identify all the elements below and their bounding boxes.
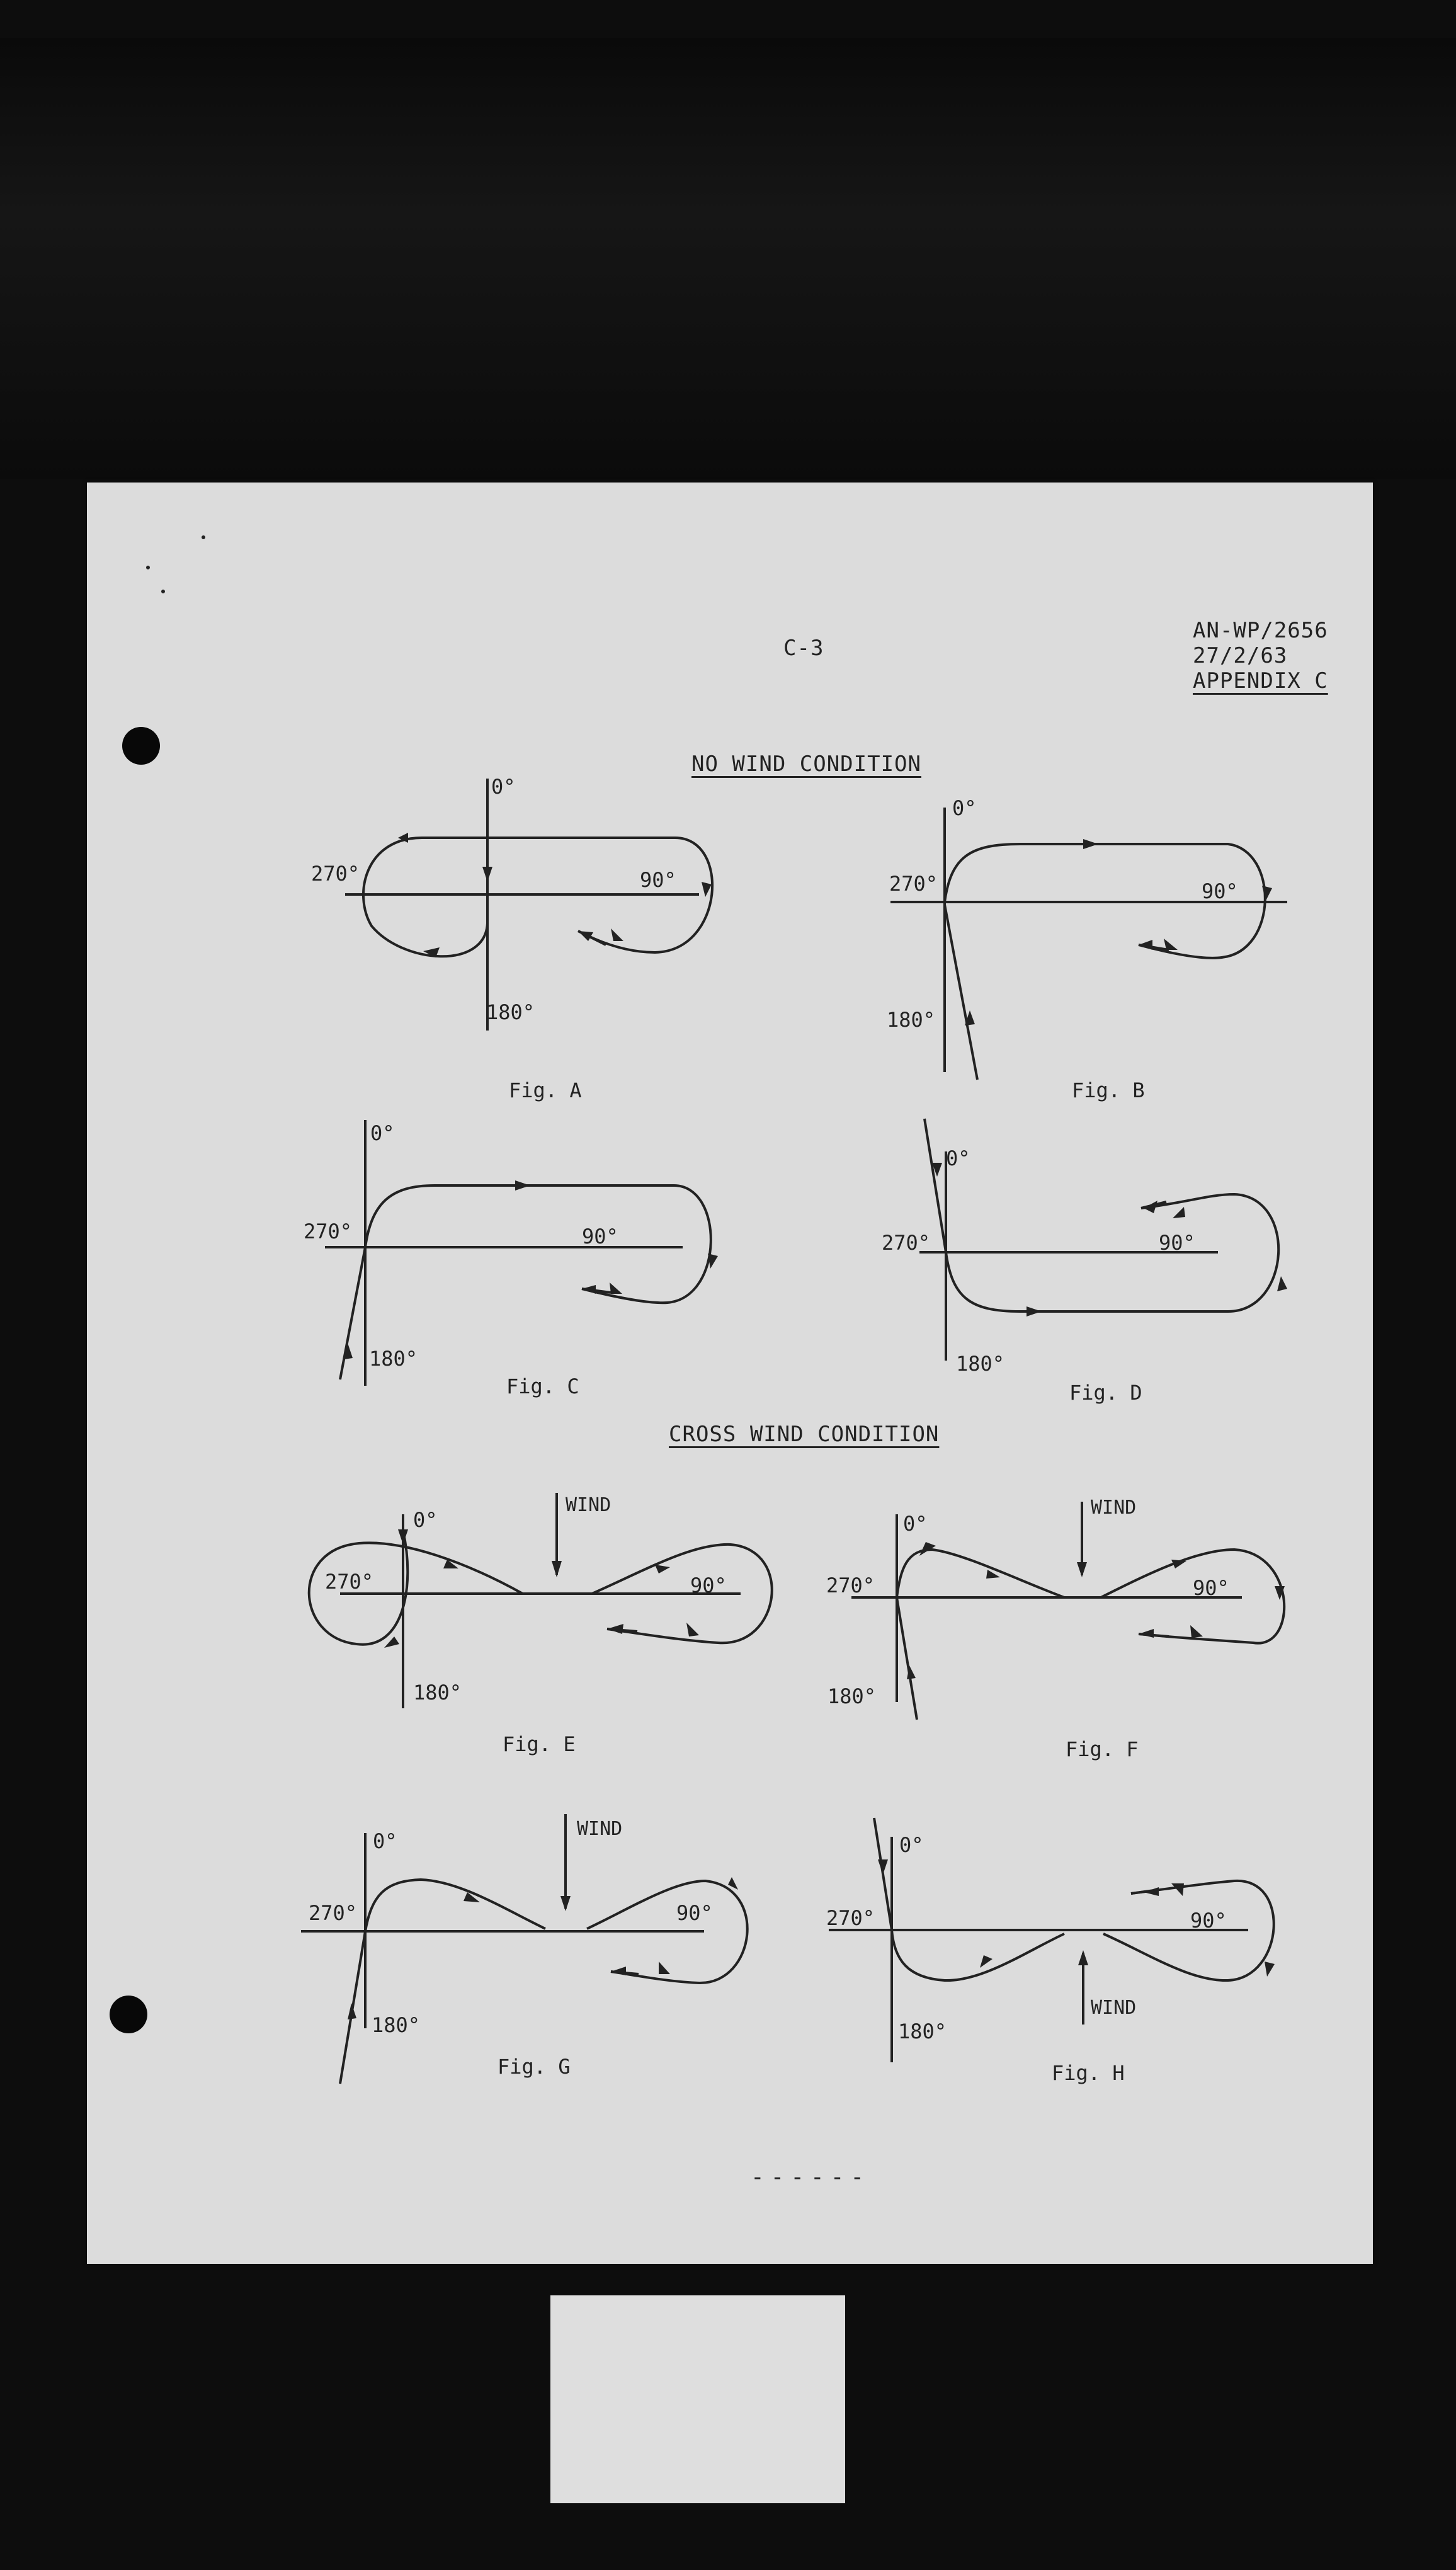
figure-f-wind-label: WIND: [1091, 1497, 1137, 1519]
document-date: 27/2/63: [1193, 643, 1288, 668]
cross-wind-heading: CROSS WIND CONDITION: [669, 1422, 940, 1447]
figure-c-east-label: 90°: [582, 1225, 618, 1248]
figure-d-south-label: 180°: [956, 1352, 1005, 1376]
blank-card: [550, 2295, 845, 2503]
figure-f-south-label: 180°: [828, 1684, 877, 1708]
page-end-marker: ------: [751, 2164, 871, 2190]
figure-d-caption: Fig. D: [1069, 1381, 1142, 1405]
figure-e-north-label: 0°: [413, 1508, 438, 1532]
figure-g-south-label: 180°: [372, 2013, 421, 2037]
figure-c-caption: Fig. C: [506, 1374, 579, 1398]
figure-a-west-label: 270°: [311, 862, 360, 886]
figure-e-south-label: 180°: [413, 1681, 462, 1705]
figure-e-wind-label: WIND: [566, 1494, 611, 1516]
figure-a-south-label: 180°: [486, 1000, 535, 1024]
figure-g-west-label: 270°: [309, 1901, 358, 1925]
figure-a-east-label: 90°: [640, 868, 676, 892]
figure-d-west-label: 270°: [882, 1231, 931, 1255]
figure-b-east-label: 90°: [1202, 879, 1238, 903]
figure-f-east-label: 90°: [1193, 1576, 1229, 1600]
figure-c-south-label: 180°: [369, 1347, 418, 1371]
page-number: C-3: [783, 636, 824, 661]
figure-e-caption: Fig. E: [503, 1732, 576, 1756]
figure-h-north-label: 0°: [899, 1833, 924, 1857]
document-reference: AN-WP/2656: [1193, 618, 1328, 643]
figure-f-caption: Fig. F: [1066, 1737, 1139, 1761]
figure-g-east-label: 90°: [676, 1901, 713, 1925]
figure-b-caption: Fig. B: [1072, 1078, 1145, 1102]
figure-g-wind-label: WIND: [577, 1818, 623, 1840]
figure-h-wind-label: WIND: [1091, 1997, 1137, 2019]
figure-h-west-label: 270°: [826, 1906, 875, 1930]
figure-h-caption: Fig. H: [1052, 2061, 1125, 2085]
figure-h-south-label: 180°: [898, 2019, 947, 2043]
figure-d-east-label: 90°: [1159, 1231, 1195, 1255]
no-wind-heading: NO WIND CONDITION: [691, 751, 921, 777]
figure-a-caption: Fig. A: [509, 1078, 582, 1102]
figure-e-west-label: 270°: [325, 1570, 374, 1594]
figure-g-north-label: 0°: [373, 1829, 397, 1853]
figure-d-north-label: 0°: [946, 1146, 970, 1170]
figure-g-caption: Fig. G: [498, 2055, 571, 2079]
appendix-label: APPENDIX C: [1193, 668, 1328, 694]
figure-a-north-label: 0°: [491, 775, 516, 799]
figure-c-north-label: 0°: [370, 1121, 395, 1145]
figure-c-west-label: 270°: [304, 1219, 353, 1243]
figure-f-north-label: 0°: [903, 1512, 928, 1536]
figure-b-west-label: 270°: [889, 872, 938, 896]
figure-e-east-label: 90°: [690, 1573, 727, 1597]
figure-f-west-label: 270°: [826, 1573, 875, 1597]
figure-b-north-label: 0°: [952, 796, 977, 820]
figure-h-east-label: 90°: [1190, 1909, 1227, 1933]
figure-b-south-label: 180°: [887, 1008, 936, 1032]
